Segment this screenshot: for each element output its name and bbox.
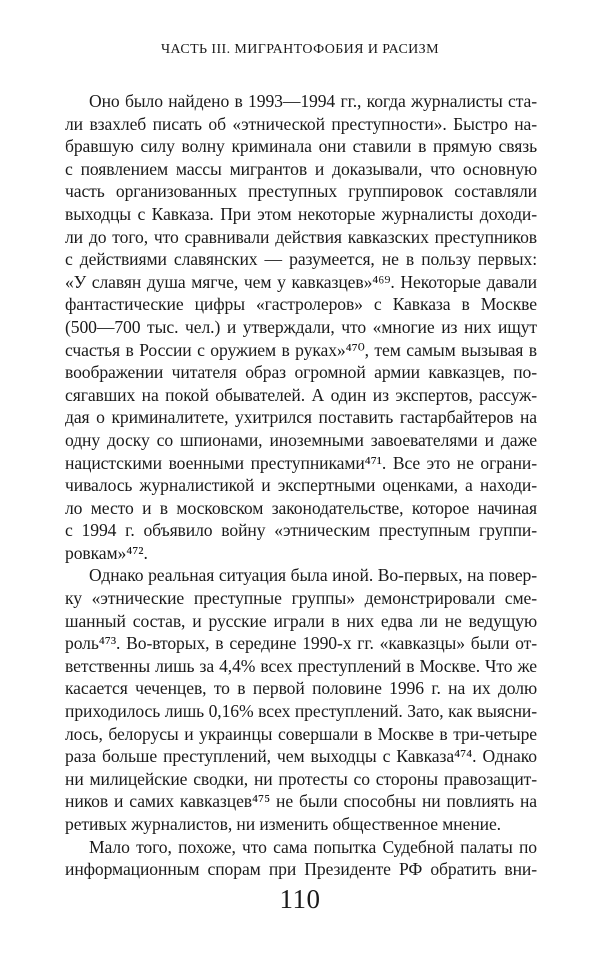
text-line: ников и самих кавказцев⁴⁷⁵ не были способны ни повлиять на	[65, 791, 537, 812]
text-line: шанный состав, и русские играли в них едва ли не ведущую	[65, 610, 537, 631]
text-line: воображении читателя образ огромной армии кавказцев, по-	[65, 362, 537, 383]
text-line: ретивых журналистов, ни изменить общественное мнение.	[65, 814, 501, 834]
text-line: ли взахлеб писать об «этнической преступности». Быстро на-	[65, 113, 537, 134]
text-line: с появлением массы мигрантов и доказывали, что основную	[65, 158, 537, 179]
text-line: Однако реальная ситуация была иной. Во-первых, на повер-	[89, 565, 537, 586]
text-line: нацистскими военными преступниками⁴⁷¹. Все это не ограни-	[65, 452, 537, 473]
text-line: чивалось журналистикой и экспертными оценками, а находи-	[65, 475, 537, 496]
running-header: ЧАСТЬ III. МИГРАНТОФОБИЯ И РАСИЗМ	[161, 42, 439, 57]
text-line: с 1994 г. объявило войну «этническим преступным группи-	[65, 520, 537, 541]
text-line: раза больше преступлений, чем выходцы с Кавказа⁴⁷⁴. Однако	[65, 746, 537, 767]
page-number: 110	[279, 884, 321, 914]
text-line: сягавших на покой обывателей. А один из экспертов, рассуж-	[65, 384, 537, 405]
text-line: «У славян душа мягче, чем у кавказцев»⁴⁶⁹. Некоторые давали	[65, 271, 537, 292]
text-line: Мало того, похоже, что сама попытка Судебной палаты по	[89, 836, 537, 857]
text-line: касается чеченцев, то в первой половине 1996 г. на их долю	[65, 678, 537, 699]
text-line: бравшую силу волну криминала они ставили в прямую связь	[65, 136, 537, 157]
body-text	[65, 90, 537, 881]
text-line: информационным спорам при Президенте РФ обратить вни-	[65, 859, 537, 880]
text-line: дая о криминалитете, ухитрился поставить гастарбайтеров на	[65, 407, 537, 428]
text-line: счастья в России с оружием в руках»⁴⁷⁰, тем самым вызывая в	[65, 339, 537, 360]
text-line: приходилось лишь 0,16% всех преступлений. Зато, как выясни-	[65, 701, 537, 722]
text-line: выходцы с Кавказа. При этом некоторые журналисты доходи-	[65, 203, 537, 224]
text-line: с действиями славянских — разумеется, не в пользу первых:	[65, 249, 537, 270]
text-line: одну доску со шпионами, иноземными завоевателями и даже	[65, 429, 537, 450]
text-line: роль⁴⁷³. Во-вторых, в середине 1990-х гг. «кавказцы» были от-	[65, 633, 537, 654]
text-line: лось, белорусы и украинцы совершали в Москве в три-четыре	[65, 723, 537, 744]
text-line: фантастические цифры «гастролеров» с Кавказа в Москве	[65, 294, 537, 315]
text-line: часть организованных преступных группировок составляли	[65, 181, 537, 202]
text-line: ни милицейские сводки, ни протесты со стороны правозащит-	[65, 768, 537, 789]
text-line: ровкам»⁴⁷².	[65, 542, 148, 563]
text-line: Оно было найдено в 1993—1994 гг., когда журналисты ста-	[89, 91, 537, 111]
text-line: ло место и в московском законодательстве, которое начиная	[65, 497, 537, 518]
text-line: ветственны лишь за 4,4% всех преступлений в Москве. Что же	[65, 655, 537, 676]
text-line: (500—700 тыс. чел.) и утверждали, что «многие из них ищут	[65, 316, 537, 337]
text-line: ку «этнические преступные группы» демонстрировали сме-	[65, 588, 537, 609]
text-line: ли до того, что сравнивали действия кавказских преступников	[65, 226, 537, 247]
